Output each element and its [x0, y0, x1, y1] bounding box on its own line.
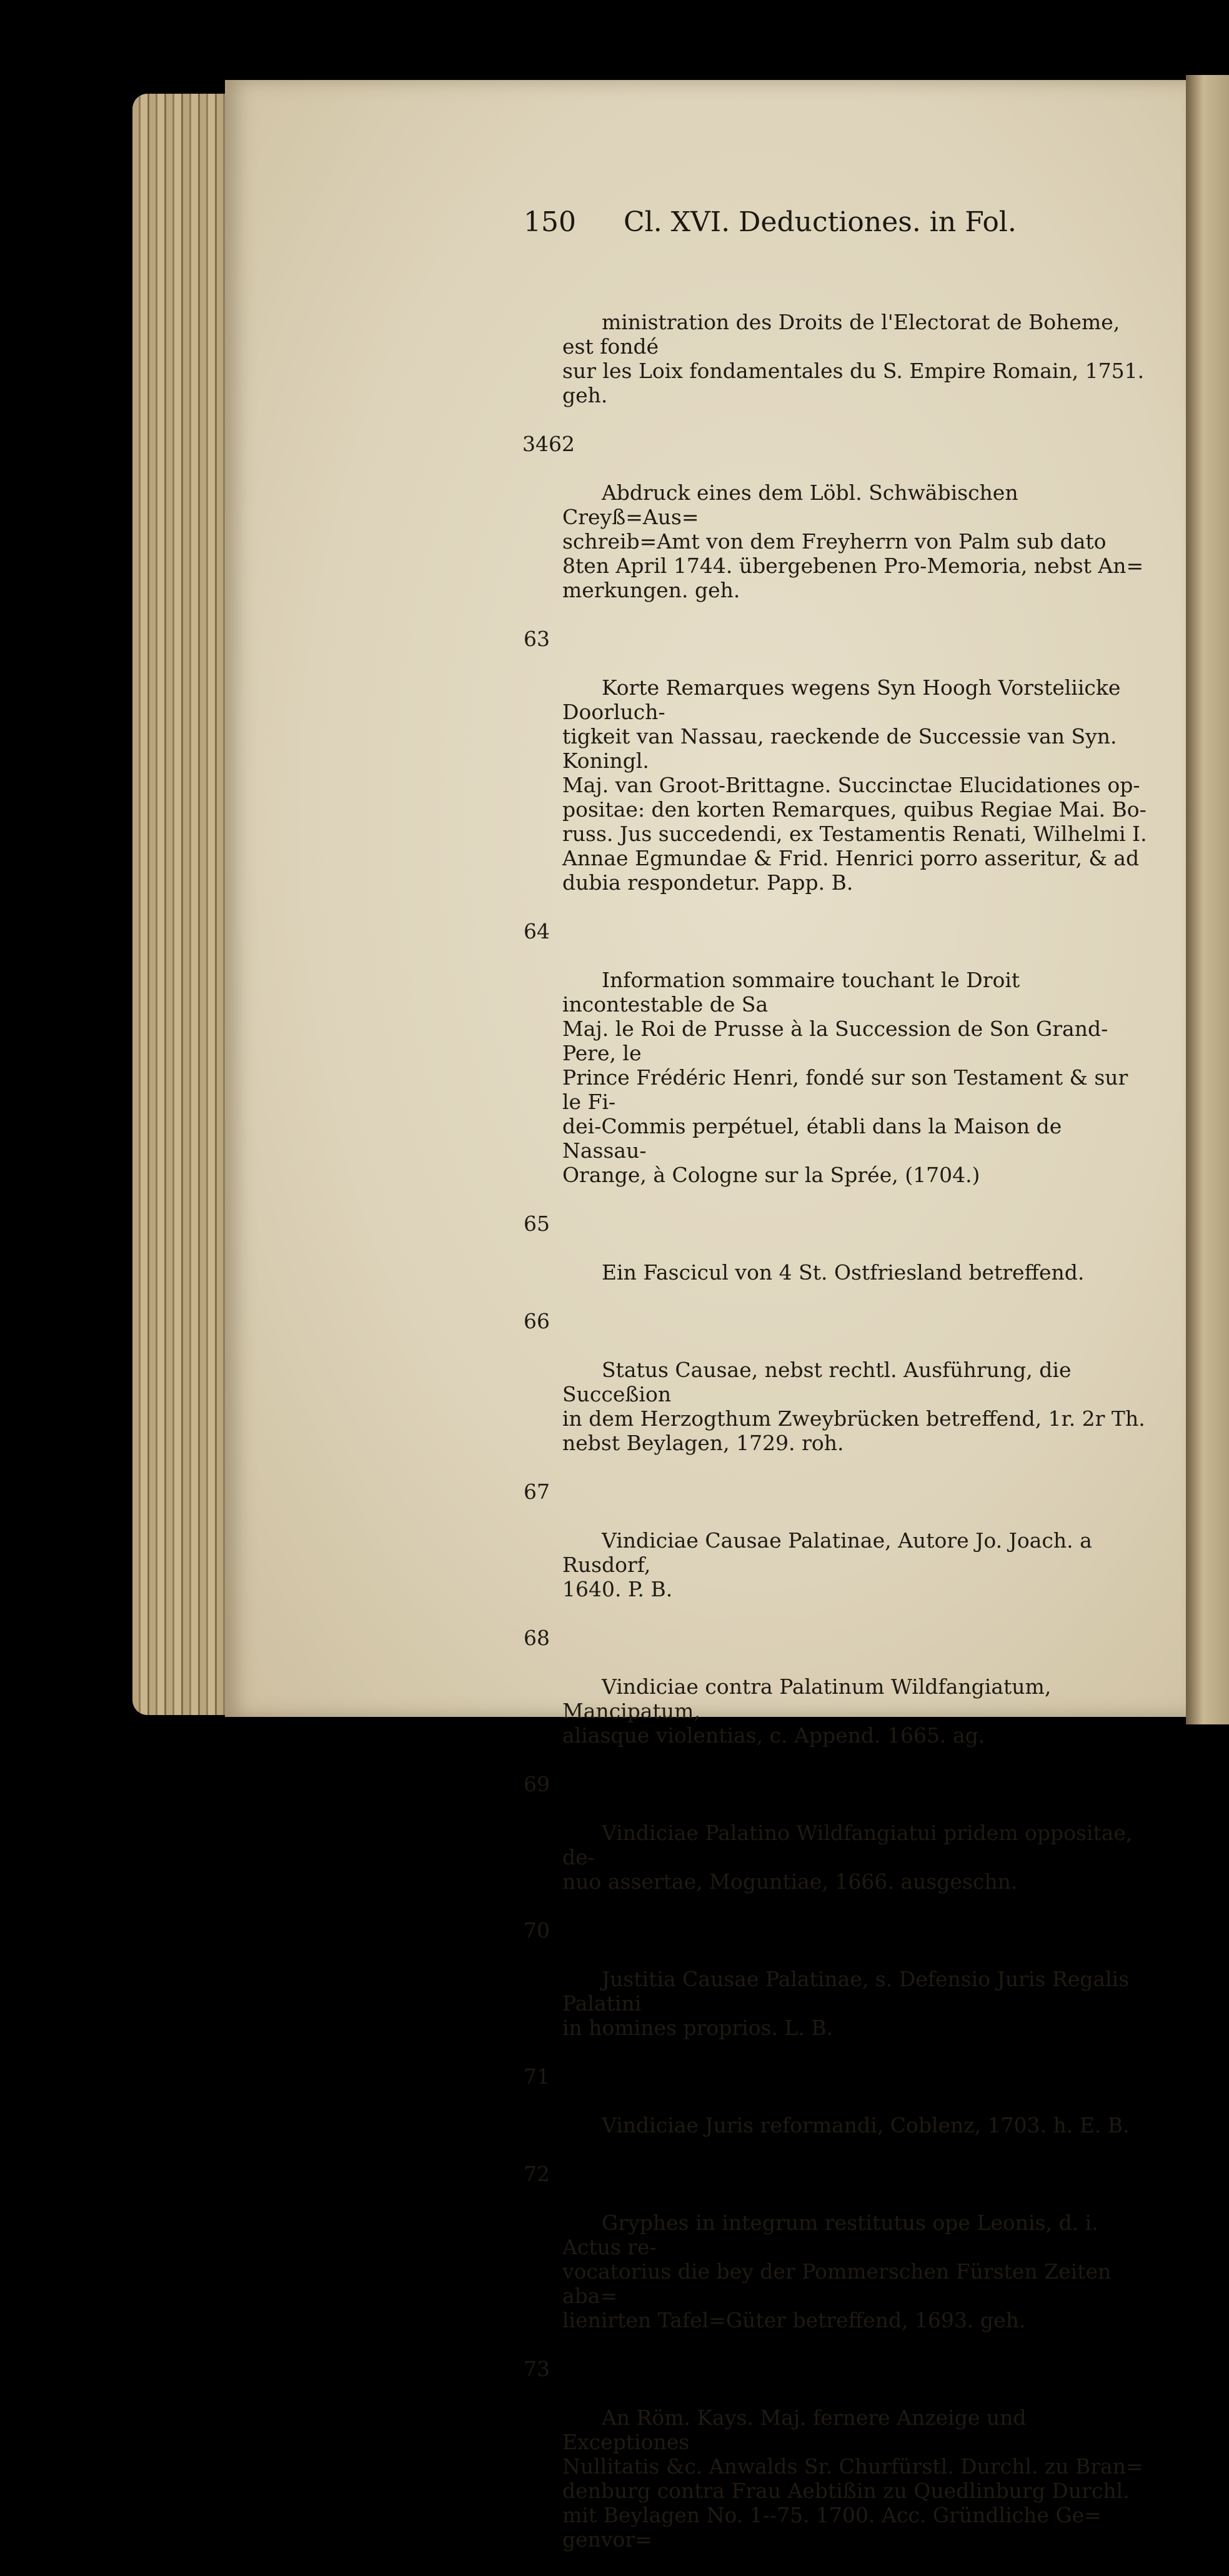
- entry-number: 67: [524, 1479, 550, 1504]
- catalogue-entry: [524, 2064, 1148, 2162]
- entry-number: 72: [524, 2162, 550, 2186]
- entry-text: Vindiciae Causae Palatinae, Autore Jo. Joach. a Rusdorf, 1640. P. B.: [562, 1528, 1092, 1601]
- catalogue-entry: [524, 432, 1148, 627]
- catalogue-entry: [524, 1772, 1148, 1918]
- entry-text: Korte Remarques wegens Syn Hoogh Vorsteliicke Doorluch- tigkeit van Nassau, raeckende de Successie van Syn. Koningl. Maj. van Groot-Brittagne. Succinctae Elucidationes op- positae: den korten Remarques, quibus Regiae Mai. Bo- russ. Jus succedendi, ex Testamentis Renati, Wilhelmi I. Annae Egmundae & Frid. Henrici porro asseritur, & ad dubia respondetur. Papp. B.: [562, 675, 1147, 895]
- running-title: Cl. XVI. Deductiones. in Fol.: [624, 206, 1017, 238]
- entry-text: Information sommaire touchant le Droit incontestable de Sa Maj. le Roi de Prusse à la Succession de Son Grand-Pere, le Prince Frédéric Henri, fondé sur son Testament & sur le Fi- dei-Commis perpétuel, établi dans la Maison de Nassau- Orange, à Cologne sur la Sprée, (1704.): [562, 968, 1128, 1187]
- entry-text: Ein Fascicul von 4 St. Ostfriesland betreffend.: [601, 1260, 1085, 1285]
- entry-text: Vindiciae contra Palatinum Wildfangiatum, Mancipatum, aliasque violentias, c. Append. 1665. ag.: [562, 1674, 1052, 1748]
- catalogue-entry: [524, 1626, 1148, 1772]
- catalogue-text: [524, 261, 1148, 2576]
- entry-text: Status Causae, nebst rechtl. Ausführung, die Succeßion in dem Herzogthum Zweybrücken betreffend, 1r. 2r Th. nebst Beylagen, 1729. roh.: [562, 1358, 1145, 1455]
- entry-text: Gryphes in integrum restitutus ope Leonis, d. i. Actus re- vocatorius die bey der Pommerschen Fürsten Zeiten aba= lienirten Tafel=Güter betreffend, 1693. geh.: [562, 2210, 1112, 2332]
- entry-text: Vindiciae Palatino Wildfangiatui pridem oppositae, de- nuo assertae, Moguntiae, 1666. ausgeschn.: [562, 1821, 1133, 1894]
- catalogue-entry: [524, 2162, 1148, 2357]
- entry-text: Vindiciae Juris reformandi, Coblenz, 1703. h. E. B.: [601, 2113, 1130, 2137]
- catalogue-entry: [524, 919, 1148, 1211]
- book-spine: [1186, 75, 1229, 1724]
- entry-number: 73: [524, 2357, 550, 2381]
- entry-text: An Röm. Kays. Maj. fernere Anzeige und Exceptiones Nullitatis &c. Anwalds Sr. Churfürstl. Durchl. zu Bran= denburg contra Frau Aebtißin zu Quedlinburg Durchl. mit Beylagen No. 1--75. 1700. Acc. Gründliche Ge= genvor=: [562, 2405, 1143, 2552]
- catalogue-entry: [524, 1309, 1148, 1479]
- entry-number: 68: [524, 1626, 550, 1650]
- catalogue-entry: [524, 1211, 1148, 1309]
- entry-number: 70: [524, 1918, 550, 1942]
- catalogue-entry: [524, 1479, 1148, 1626]
- entry-number: 66: [524, 1309, 550, 1333]
- catalogue-entry: [524, 627, 1148, 919]
- entry-number: 64: [524, 919, 550, 943]
- catalogue-entry: [524, 261, 1148, 432]
- entry-number: 71: [524, 2064, 550, 2089]
- entry-text: Abdruck eines dem Löbl. Schwäbischen Creyß=Aus= schreib=Amt von dem Freyherrn von Palm sub dato 8ten April 1744. übergebenen Pro-Memoria, nebst An= merkungen. geh.: [562, 480, 1144, 602]
- page-header: [524, 206, 1148, 244]
- entry-number: 65: [524, 1211, 550, 1236]
- entry-number: 63: [524, 627, 550, 651]
- entry-text: Justitia Causae Palatinae, s. Defensio Juris Regalis Palatini in homines proprios. L. B.: [562, 1967, 1130, 2040]
- catalogue-entry: [524, 1918, 1148, 2064]
- entry-text: ministration des Droits de l'Electorat de Boheme, est fondé sur les Loix fondamentales du S. Empire Romain, 1751. geh.: [562, 310, 1145, 407]
- page-number: 150: [524, 206, 576, 238]
- catalogue-entry: [524, 2357, 1148, 2576]
- entry-number: 69: [524, 1772, 550, 1796]
- entry-number: 3462: [522, 432, 575, 456]
